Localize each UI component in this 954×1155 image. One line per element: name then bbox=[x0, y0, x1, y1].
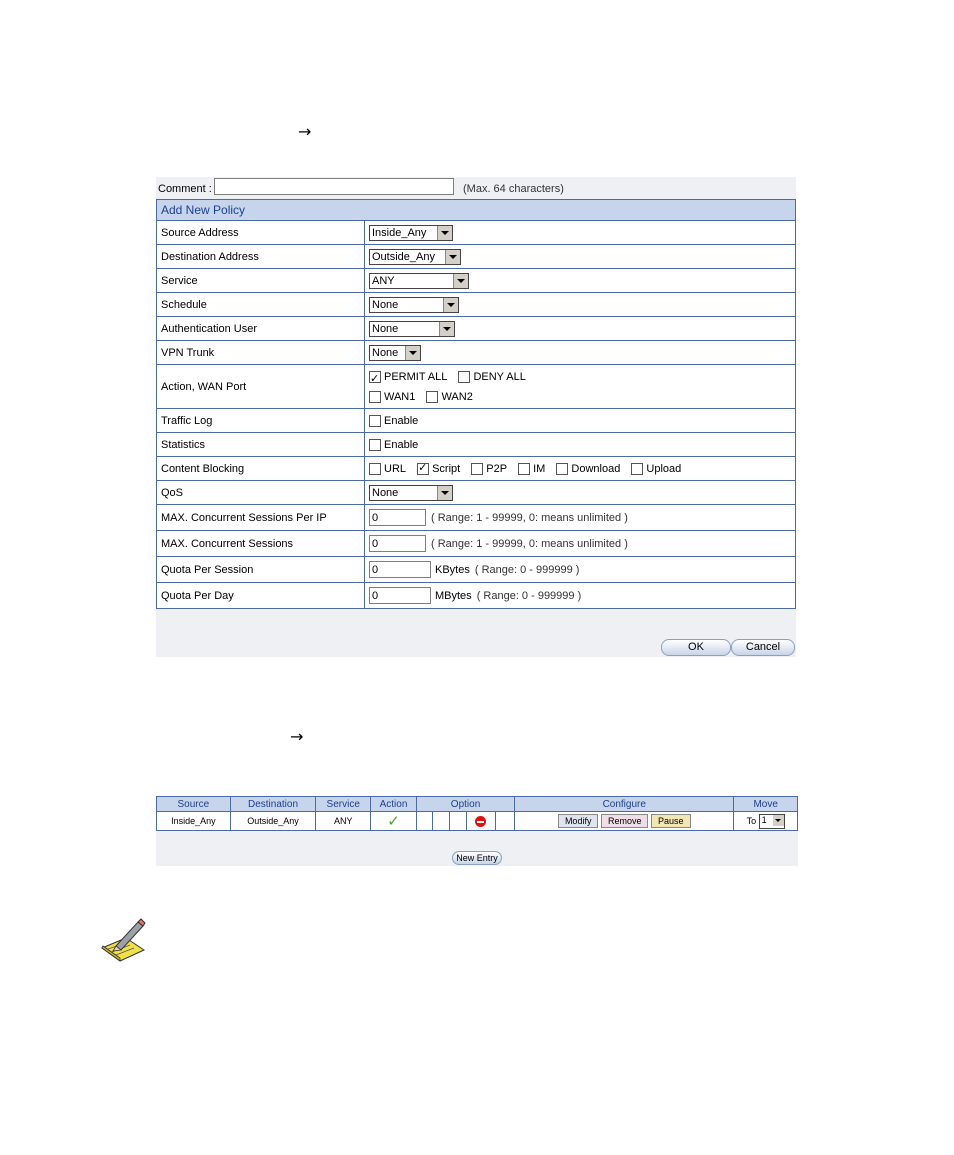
dropdown-arrow-icon bbox=[773, 815, 784, 826]
col-option: Option bbox=[416, 797, 514, 812]
url-checkbox[interactable] bbox=[369, 463, 381, 475]
vpn-trunk-label: VPN Trunk bbox=[157, 341, 365, 365]
col-action: Action bbox=[371, 797, 417, 812]
service-select[interactable]: ANY bbox=[369, 273, 469, 289]
source-address-select[interactable]: Inside_Any bbox=[369, 225, 453, 241]
schedule-label: Schedule bbox=[157, 293, 365, 317]
permit-check-icon: ✓ bbox=[387, 812, 400, 830]
option-cell bbox=[416, 812, 433, 831]
col-move: Move bbox=[734, 797, 798, 812]
max-sessions-label: MAX. Concurrent Sessions bbox=[157, 531, 365, 557]
move-to-label: To bbox=[746, 815, 757, 826]
max-sessions-ip-range: ( Range: 1 - 99999, 0: means unlimited ) bbox=[431, 511, 628, 524]
action-label: Action, WAN Port bbox=[157, 365, 365, 409]
wan2-label: WAN2 bbox=[441, 390, 473, 403]
dropdown-arrow-icon bbox=[405, 346, 420, 360]
comment-label: Comment : bbox=[158, 183, 212, 195]
table-row bbox=[157, 812, 798, 831]
content-blocking-label: Content Blocking bbox=[157, 457, 365, 481]
dropdown-arrow-icon bbox=[453, 274, 468, 288]
qos-select[interactable]: None bbox=[369, 485, 453, 501]
row-service: ANY bbox=[316, 812, 371, 831]
upload-label: Upload bbox=[646, 462, 682, 475]
upload-checkbox[interactable] bbox=[631, 463, 643, 475]
download-label: Download bbox=[571, 462, 621, 475]
cancel-button[interactable]: Cancel bbox=[731, 639, 795, 656]
vpn-trunk-select[interactable]: None bbox=[369, 345, 421, 361]
statistics-checkbox[interactable] bbox=[369, 439, 381, 451]
qos-label: QoS bbox=[157, 481, 365, 505]
p2p-checkbox[interactable] bbox=[471, 463, 483, 475]
dropdown-arrow-icon bbox=[439, 322, 454, 336]
max-sessions-input[interactable]: 0 bbox=[369, 535, 426, 552]
script-checkbox[interactable] bbox=[417, 463, 429, 475]
policy-list-table bbox=[156, 796, 798, 831]
auth-user-label: Authentication User bbox=[157, 317, 365, 341]
traffic-log-enable-label: Enable bbox=[384, 414, 419, 427]
note-pencil-icon bbox=[100, 918, 146, 962]
permit-all-label: PERMIT ALL bbox=[384, 370, 448, 383]
max-sessions-ip-label: MAX. Concurrent Sessions Per IP bbox=[157, 505, 365, 531]
permit-all-checkbox[interactable] bbox=[369, 371, 381, 383]
col-destination: Destination bbox=[230, 797, 316, 812]
max-sessions-ip-input[interactable]: 0 bbox=[369, 509, 426, 526]
move-position-select[interactable]: 1 bbox=[759, 814, 785, 829]
quota-day-unit: MBytes bbox=[435, 589, 472, 602]
traffic-log-label: Traffic Log bbox=[157, 409, 365, 433]
download-checkbox[interactable] bbox=[556, 463, 568, 475]
policy-list-panel bbox=[156, 796, 798, 866]
im-label: IM bbox=[533, 462, 546, 475]
wan1-label: WAN1 bbox=[384, 390, 416, 403]
deny-all-checkbox[interactable] bbox=[458, 371, 470, 383]
quota-session-range: ( Range: 0 - 999999 ) bbox=[474, 563, 580, 576]
service-label: Service bbox=[157, 269, 365, 293]
statistics-enable-label: Enable bbox=[384, 438, 419, 451]
dropdown-arrow-icon bbox=[445, 250, 460, 264]
statistics-label: Statistics bbox=[157, 433, 365, 457]
dropdown-arrow-icon bbox=[437, 226, 452, 240]
ok-button[interactable]: OK bbox=[661, 639, 731, 656]
comment-row bbox=[156, 177, 796, 199]
col-service: Service bbox=[316, 797, 371, 812]
add-policy-form bbox=[156, 177, 796, 657]
option-cell bbox=[450, 812, 467, 831]
im-checkbox[interactable] bbox=[518, 463, 530, 475]
option-cell bbox=[496, 812, 515, 831]
schedule-select[interactable]: None bbox=[369, 297, 459, 313]
comment-input[interactable] bbox=[214, 178, 454, 195]
quota-session-input[interactable]: 0 bbox=[369, 561, 431, 578]
script-label: Script bbox=[432, 462, 461, 475]
destination-address-label: Destination Address bbox=[157, 245, 365, 269]
url-label: URL bbox=[384, 462, 407, 475]
row-source: Inside_Any bbox=[157, 812, 231, 831]
row-destination: Outside_Any bbox=[230, 812, 316, 831]
traffic-log-checkbox[interactable] bbox=[369, 415, 381, 427]
deny-all-label: DENY ALL bbox=[473, 370, 526, 383]
quota-session-unit: KBytes bbox=[435, 563, 470, 576]
quota-day-input[interactable]: 0 bbox=[369, 587, 431, 604]
dropdown-arrow-icon bbox=[437, 486, 452, 500]
col-source: Source bbox=[157, 797, 231, 812]
col-configure: Configure bbox=[515, 797, 734, 812]
option-cell bbox=[433, 812, 450, 831]
wan1-checkbox[interactable] bbox=[369, 391, 381, 403]
quota-day-range: ( Range: 0 - 999999 ) bbox=[476, 589, 582, 602]
max-sessions-range: ( Range: 1 - 99999, 0: means unlimited ) bbox=[431, 537, 628, 550]
new-entry-button[interactable]: New Entry bbox=[452, 851, 502, 865]
dropdown-arrow-icon bbox=[443, 298, 458, 312]
deny-icon bbox=[475, 816, 486, 827]
arrow-icon: → bbox=[290, 727, 304, 746]
pause-button[interactable]: Pause bbox=[651, 814, 691, 828]
destination-address-select[interactable]: Outside_Any bbox=[369, 249, 461, 265]
auth-user-select[interactable]: None bbox=[369, 321, 455, 337]
comment-hint: (Max. 64 characters) bbox=[463, 183, 564, 195]
policy-header: Add New Policy bbox=[157, 200, 796, 221]
p2p-label: P2P bbox=[486, 462, 508, 475]
remove-button[interactable]: Remove bbox=[601, 814, 649, 828]
quota-session-label: Quota Per Session bbox=[157, 557, 365, 583]
modify-button[interactable]: Modify bbox=[558, 814, 599, 828]
policy-table bbox=[156, 199, 796, 609]
quota-day-label: Quota Per Day bbox=[157, 583, 365, 609]
wan2-checkbox[interactable] bbox=[426, 391, 438, 403]
arrow-icon: → bbox=[298, 122, 312, 141]
source-address-label: Source Address bbox=[157, 221, 365, 245]
